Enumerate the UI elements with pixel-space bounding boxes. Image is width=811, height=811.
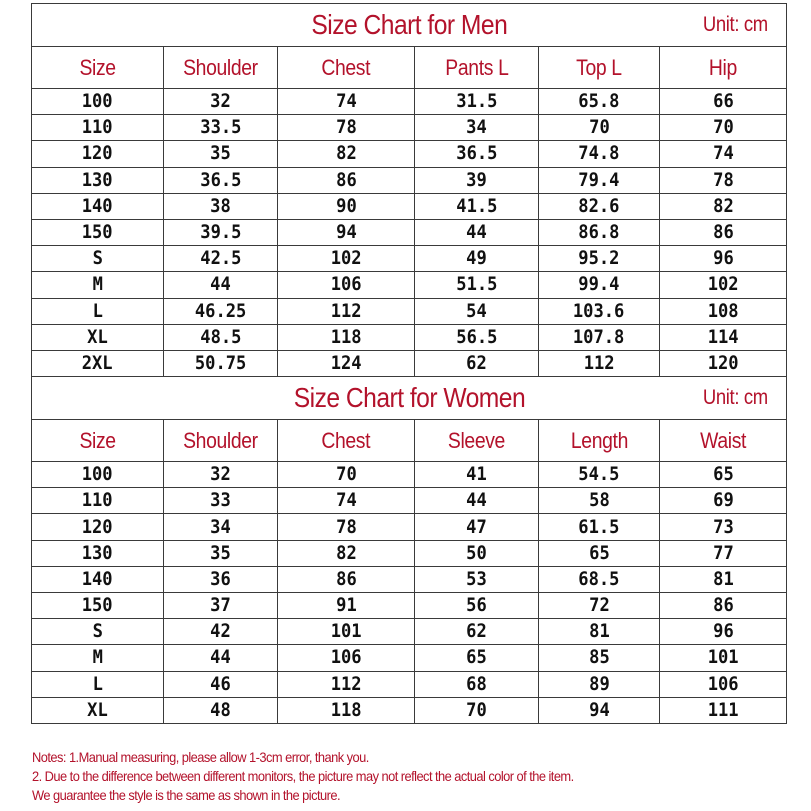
women-cell: 111 <box>660 697 787 723</box>
women-cell: 37 <box>164 593 278 619</box>
men-cell: 35 <box>164 141 278 167</box>
women-cell: 140 <box>32 566 164 592</box>
men-cell: XL <box>32 324 164 350</box>
women-cell: 33 <box>164 488 278 514</box>
men-cell: 56.5 <box>415 324 539 350</box>
note-line-3: We guarantee the style is the same as shown in the picture. <box>32 787 340 803</box>
men-cell: 108 <box>660 298 787 324</box>
men-cell: 51.5 <box>415 272 539 298</box>
men-cell: 112 <box>278 298 415 324</box>
women-cell: 62 <box>415 619 539 645</box>
women-cell: 41 <box>415 462 539 488</box>
women-title-row <box>32 377 787 420</box>
men-cell: 31.5 <box>415 89 539 115</box>
women-cell: 78 <box>278 514 415 540</box>
men-cell: 44 <box>415 219 539 245</box>
women-cell: 85 <box>539 645 660 671</box>
men-cell: 32 <box>164 89 278 115</box>
men-cell: 86 <box>660 219 787 245</box>
men-table-row <box>32 350 787 376</box>
men-cell: 79.4 <box>539 167 660 193</box>
men-cell: L <box>32 298 164 324</box>
men-cell: 36.5 <box>415 141 539 167</box>
women-table-row <box>32 540 787 566</box>
men-cell: 46.25 <box>164 298 278 324</box>
women-cell: 89 <box>539 671 660 697</box>
men-cell: 49 <box>415 246 539 272</box>
men-cell: 86 <box>278 167 415 193</box>
men-table-row <box>32 115 787 141</box>
women-cell: 46 <box>164 671 278 697</box>
men-cell: 114 <box>660 324 787 350</box>
men-cell: 48.5 <box>164 324 278 350</box>
men-cell: 150 <box>32 219 164 245</box>
men-cell: 78 <box>278 115 415 141</box>
men-cell: 70 <box>539 115 660 141</box>
women-table-row <box>32 566 787 592</box>
women-cell: 100 <box>32 462 164 488</box>
women-cell: 120 <box>32 514 164 540</box>
men-cell: 140 <box>32 193 164 219</box>
women-header-size: Size <box>32 420 164 462</box>
men-cell: 106 <box>278 272 415 298</box>
men-cell: 74 <box>660 141 787 167</box>
women-header-chest: Chest <box>278 420 415 462</box>
men-cell: 41.5 <box>415 193 539 219</box>
men-header-size: Size <box>32 47 164 89</box>
men-header-row <box>32 47 787 89</box>
note-line-1: Notes: 1.Manual measuring, please allow 1-3cm error, thank you. <box>32 749 369 765</box>
men-cell: 78 <box>660 167 787 193</box>
men-header-chest: Chest <box>278 47 415 89</box>
women-cell: 48 <box>164 697 278 723</box>
men-cell: 94 <box>278 219 415 245</box>
men-table-row <box>32 193 787 219</box>
women-header-shoulder: Shoulder <box>164 420 278 462</box>
women-table-row <box>32 593 787 619</box>
women-cell: 81 <box>539 619 660 645</box>
women-cell: 94 <box>539 697 660 723</box>
women-cell: 96 <box>660 619 787 645</box>
women-cell: XL <box>32 697 164 723</box>
men-cell: 102 <box>660 272 787 298</box>
men-table-row <box>32 167 787 193</box>
women-cell: 74 <box>278 488 415 514</box>
women-cell: 118 <box>278 697 415 723</box>
women-cell: 130 <box>32 540 164 566</box>
women-header-waist: Waist <box>660 420 787 462</box>
men-cell: 82 <box>660 193 787 219</box>
men-cell: 86.8 <box>539 219 660 245</box>
size-chart-table <box>31 3 787 724</box>
women-cell: 32 <box>164 462 278 488</box>
women-cell: 86 <box>660 593 787 619</box>
men-cell: 42.5 <box>164 246 278 272</box>
men-chart-title: Size Chart for Men <box>311 9 507 40</box>
women-cell: 61.5 <box>539 514 660 540</box>
men-cell: 38 <box>164 193 278 219</box>
women-cell: 56 <box>415 593 539 619</box>
men-cell: 96 <box>660 246 787 272</box>
men-cell: 39.5 <box>164 219 278 245</box>
men-header-hip: Hip <box>660 47 787 89</box>
women-cell: 101 <box>660 645 787 671</box>
women-table-row <box>32 462 787 488</box>
women-chart-title: Size Chart for Women <box>293 382 525 414</box>
men-cell: M <box>32 272 164 298</box>
women-cell: L <box>32 671 164 697</box>
men-cell: 65.8 <box>539 89 660 115</box>
women-cell: S <box>32 619 164 645</box>
women-cell: 77 <box>660 540 787 566</box>
men-title-cell <box>32 4 787 47</box>
women-cell: 106 <box>660 671 787 697</box>
women-cell: 72 <box>539 593 660 619</box>
men-cell: 74 <box>278 89 415 115</box>
men-header-shoulder: Shoulder <box>164 47 278 89</box>
women-cell: 70 <box>278 462 415 488</box>
men-table-row <box>32 141 787 167</box>
women-cell: 110 <box>32 488 164 514</box>
men-unit-label: Unit: cm <box>703 13 769 36</box>
men-table-row <box>32 272 787 298</box>
men-cell: 36.5 <box>164 167 278 193</box>
women-table-row <box>32 645 787 671</box>
women-cell: 47 <box>415 514 539 540</box>
women-cell: 70 <box>415 697 539 723</box>
women-cell: 101 <box>278 619 415 645</box>
women-cell: 68.5 <box>539 566 660 592</box>
women-cell: 112 <box>278 671 415 697</box>
women-cell: 69 <box>660 488 787 514</box>
women-header-row <box>32 420 787 462</box>
men-cell: 120 <box>32 141 164 167</box>
men-cell: 110 <box>32 115 164 141</box>
men-cell: S <box>32 246 164 272</box>
men-table-row <box>32 89 787 115</box>
size-chart-body <box>32 4 787 724</box>
men-cell: 62 <box>415 350 539 376</box>
women-cell: 82 <box>278 540 415 566</box>
women-title-cell <box>32 377 787 420</box>
women-cell: 81 <box>660 566 787 592</box>
men-cell: 107.8 <box>539 324 660 350</box>
men-table-row <box>32 298 787 324</box>
men-cell: 100 <box>32 89 164 115</box>
men-cell: 66 <box>660 89 787 115</box>
note-line-2: 2. Due to the difference between different monitors, the picture may not reflect the actual color of the item. <box>32 768 574 784</box>
men-cell: 74.8 <box>539 141 660 167</box>
women-cell: 106 <box>278 645 415 671</box>
men-cell: 95.2 <box>539 246 660 272</box>
men-header-top-length: Top L <box>539 47 660 89</box>
men-table-row <box>32 324 787 350</box>
women-header-sleeve: Sleeve <box>415 420 539 462</box>
women-cell: M <box>32 645 164 671</box>
women-cell: 86 <box>278 566 415 592</box>
men-cell: 54 <box>415 298 539 324</box>
men-cell: 39 <box>415 167 539 193</box>
women-cell: 65 <box>660 462 787 488</box>
women-cell: 44 <box>415 488 539 514</box>
men-cell: 103.6 <box>539 298 660 324</box>
men-cell: 82 <box>278 141 415 167</box>
notes-section <box>32 748 574 805</box>
women-unit-label: Unit: cm <box>703 386 769 410</box>
women-cell: 53 <box>415 566 539 592</box>
men-cell: 99.4 <box>539 272 660 298</box>
women-table-row <box>32 697 787 723</box>
women-cell: 50 <box>415 540 539 566</box>
women-cell: 44 <box>164 645 278 671</box>
women-cell: 65 <box>539 540 660 566</box>
women-table-row <box>32 488 787 514</box>
women-table-row <box>32 619 787 645</box>
men-cell: 82.6 <box>539 193 660 219</box>
men-cell: 120 <box>660 350 787 376</box>
men-cell: 2XL <box>32 350 164 376</box>
men-cell: 102 <box>278 246 415 272</box>
men-cell: 70 <box>660 115 787 141</box>
women-cell: 91 <box>278 593 415 619</box>
men-cell: 124 <box>278 350 415 376</box>
men-cell: 118 <box>278 324 415 350</box>
men-cell: 33.5 <box>164 115 278 141</box>
women-cell: 36 <box>164 566 278 592</box>
women-cell: 65 <box>415 645 539 671</box>
women-cell: 35 <box>164 540 278 566</box>
men-cell: 34 <box>415 115 539 141</box>
men-cell: 50.75 <box>164 350 278 376</box>
men-cell: 44 <box>164 272 278 298</box>
men-title-row <box>32 4 787 47</box>
men-table-row <box>32 246 787 272</box>
men-cell: 112 <box>539 350 660 376</box>
women-cell: 68 <box>415 671 539 697</box>
women-cell: 58 <box>539 488 660 514</box>
women-cell: 150 <box>32 593 164 619</box>
women-table-row <box>32 514 787 540</box>
men-cell: 90 <box>278 193 415 219</box>
men-cell: 130 <box>32 167 164 193</box>
women-header-length: Length <box>539 420 660 462</box>
men-header-pants-length: Pants L <box>415 47 539 89</box>
women-cell: 34 <box>164 514 278 540</box>
women-cell: 73 <box>660 514 787 540</box>
men-table-row <box>32 219 787 245</box>
women-table-row <box>32 671 787 697</box>
women-cell: 42 <box>164 619 278 645</box>
women-cell: 54.5 <box>539 462 660 488</box>
